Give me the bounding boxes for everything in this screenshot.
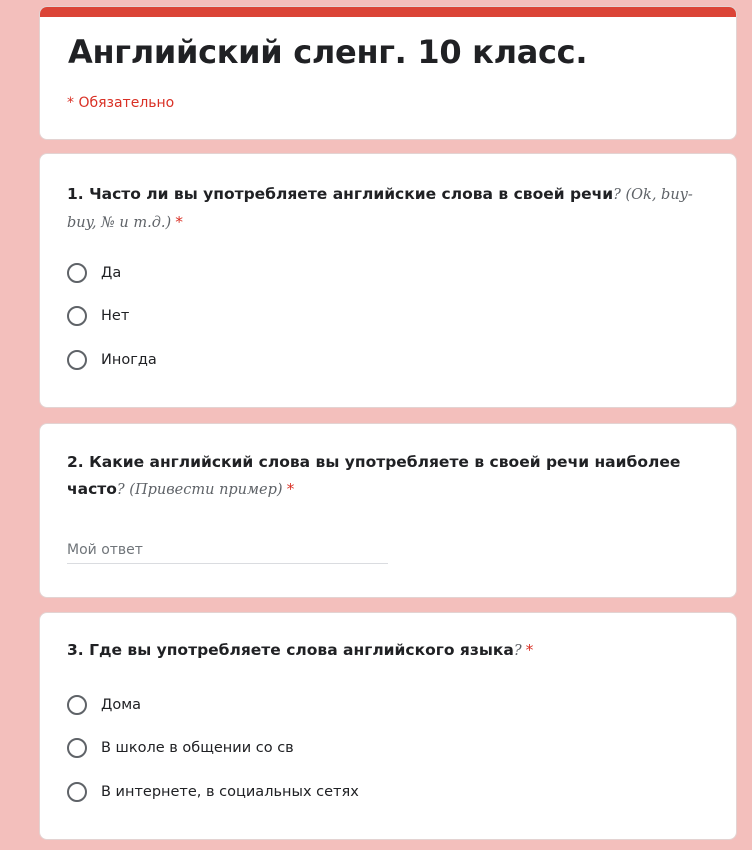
option-label: В школе в общении со св	[101, 740, 294, 756]
option-label: В интернете, в социальных сетях	[101, 784, 359, 800]
question-card-1	[39, 153, 737, 408]
radio-option-yes[interactable]	[67, 261, 121, 285]
question-number: 1.	[67, 185, 84, 203]
required-star: *	[525, 641, 534, 659]
radio-button[interactable]	[67, 695, 87, 715]
required-note: * Обязательно	[67, 95, 175, 111]
question-hint: ? (Привести пример)	[116, 482, 283, 498]
option-label: Дома	[101, 697, 142, 713]
required-star: *	[286, 480, 295, 498]
radio-option-internet[interactable]	[67, 780, 359, 804]
radio-button[interactable]	[67, 738, 87, 758]
radio-option-school[interactable]	[67, 736, 294, 760]
radio-option-sometimes[interactable]	[67, 348, 157, 372]
form-header-card	[39, 6, 737, 140]
radio-button[interactable]	[67, 782, 87, 802]
radio-option-no[interactable]	[67, 304, 129, 328]
required-star: *	[175, 213, 183, 231]
question-text: Часто ли вы употребляете английские слова в своей речи	[89, 185, 614, 203]
question-card-3	[39, 612, 737, 840]
radio-button[interactable]	[67, 350, 87, 370]
radio-option-home[interactable]	[67, 693, 141, 717]
question-number: 3.	[67, 641, 84, 659]
question-text: Где вы употребляете слова английского языка	[89, 641, 514, 659]
question-title-2	[67, 449, 696, 504]
option-label: Да	[101, 265, 122, 281]
question-title-1	[67, 181, 696, 237]
question-hint: ? (Ok, buy-buy, № и т.д.)	[67, 187, 693, 231]
radio-button[interactable]	[67, 306, 87, 326]
option-label: Иногда	[101, 352, 157, 368]
form-title: Английский сленг. 10 класс.	[68, 33, 588, 71]
question-card-2	[39, 423, 737, 598]
question-number: 2.	[67, 453, 84, 471]
option-label: Нет	[101, 308, 130, 324]
question-text: Какие английский слова вы употребляете в своей речи наиболее часто	[67, 453, 681, 498]
short-answer-input[interactable]	[67, 537, 388, 564]
question-hint: ?	[513, 643, 522, 659]
question-title-3	[67, 637, 696, 665]
radio-button[interactable]	[67, 263, 87, 283]
header-accent-bar	[40, 7, 736, 17]
